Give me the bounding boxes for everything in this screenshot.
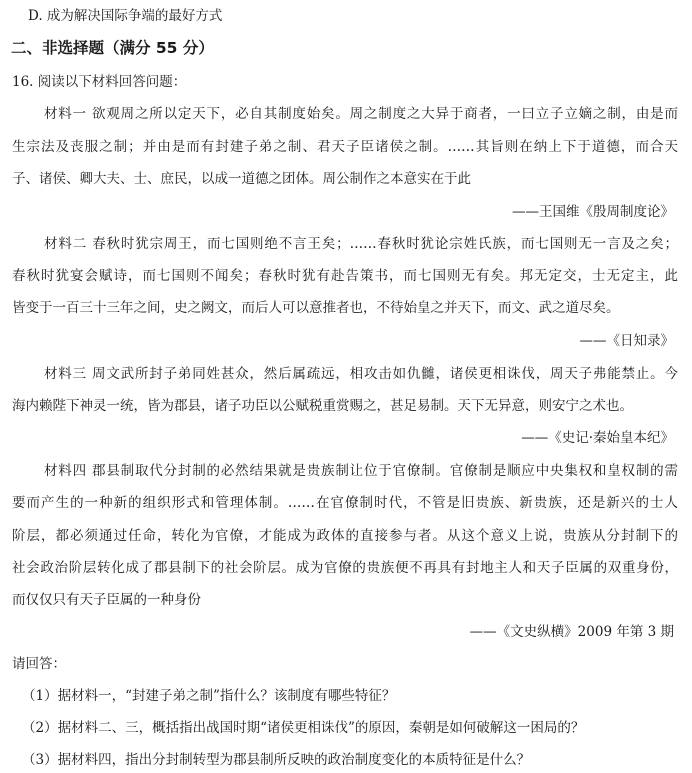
material-3-line-1: 材料三 周文武所封子弟同姓甚众，然后属疏远，相攻击如仇雠，诸侯更相诛伐，周天子弗能禁止。今 [44,366,678,382]
material-2-line-3: 皆变于一百三十三年之间，史之阙文，而后人可以意推者也，不待始皇之并天下，而文、武之道尽矣。 [12,300,620,316]
material-1-source: ——王国维《殷周制度论》 [512,204,674,220]
sub-question-3: （3）据材料四，指出分封制转型为郡县制所反映的政治制度变化的本质特征是什么？ [22,752,531,768]
material-4-line-4: 社会政治阶层转化成了郡县制下的社会阶层。成为官僚的贵族便不再具有封地主人和天子臣属的双重身份， [12,560,678,576]
material-4-line-1: 材料四 郡县制取代分封制的必然结果就是贵族制让位于官僚制。官僚制是顺应中央集权和皇权制的需 [44,463,678,479]
material-4-source: ——《文史纵横》2009 年第 3 期 [469,624,674,640]
sub-question-2: （2）据材料二、三，概括指出战国时期“诸侯更相诛伐”的原因，秦朝是如何破解这一困局的？ [22,720,585,736]
material-2-source: ——《日知录》 [579,333,674,349]
option-d: D. 成为解决国际争端的最好方式 [28,8,223,24]
material-2-line-1: 材料二 春秋时犹宗周王，而七国则绝不言王矣；……春秋时犹论宗姓氏族，而七国则无一言及之矣； [44,236,678,252]
section-heading: 二、非选择题（满分 55 分） [11,39,214,57]
material-3-source: ——《史记·秦始皇本纪》 [521,430,674,446]
material-1-line-3: 子、诸侯、卿大夫、士、庶民，以成一道德之团体。周公制作之本意实在于此 [12,171,471,187]
material-1-line-1: 材料一 欲观周之所以定天下，必自其制度始矣。周之制度之大异于商者，一曰立子立嫡之制，由是而 [44,106,678,122]
material-2-line-2: 春秋时犹宴会赋诗，而七国则不闻矣；春秋时犹有赴告策书，而七国则无有矣。邦无定交，士无定主，此 [12,268,678,284]
question-title: 16. 阅读以下材料回答问题： [12,74,187,90]
answer-prompt: 请回答： [12,656,66,672]
material-3-line-2: 海内赖陛下神灵一统，皆为郡县，诸子功臣以公赋税重赏赐之，甚足易制。天下无异意，则安宁之术也。 [12,398,633,414]
material-4-line-2: 要而产生的一种新的组织形式和管理体制。……在官僚制时代，不管是旧贵族、新贵族，还是新兴的士人 [12,495,678,511]
material-4-line-3: 阶层，都必须通过任命，转化为官僚，才能成为政体的直接参与者。从这个意义上说，贵族从分封制下的 [12,528,678,544]
material-1-line-2: 生宗法及丧服之制；并由是而有封建子弟之制、君天子臣诸侯之制。……其旨则在纳上下于道德，而合天 [12,139,678,155]
material-4-line-5: 而仅仅只有天子臣属的一种身份 [12,592,201,608]
sub-question-1: （1）据材料一，“封建子弟之制”指什么？该制度有哪些特征？ [22,688,396,704]
